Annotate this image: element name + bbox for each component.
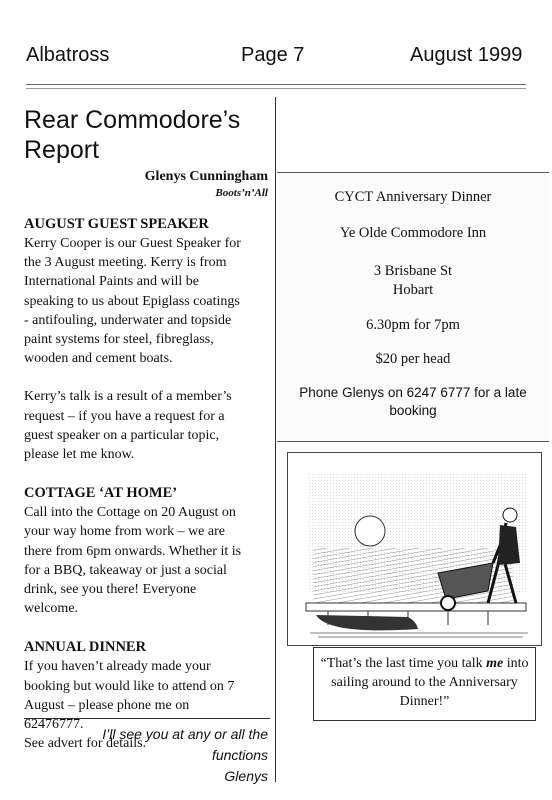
dinner-address-street: 3 Brisbane St	[373, 263, 453, 279]
text-line: there from 6pm onwards. Whether it is	[24, 543, 242, 559]
text-line: speaking to us about Epiglass coatings	[24, 293, 240, 309]
dinner-price: $20 per head	[375, 351, 451, 367]
closing-signature: Glenys	[224, 768, 268, 784]
rear-commodore-report	[24, 105, 268, 753]
closing-line: I’ll see you at any or all the	[102, 726, 268, 742]
header-divider-secondary	[26, 88, 526, 89]
author-boat-name: Boots’n’All	[215, 187, 268, 199]
column-divider	[275, 97, 276, 782]
section-heading-annual-dinner: ANNUAL DINNER	[24, 639, 147, 656]
cartoon-caption-box	[313, 647, 536, 721]
text-line: August – please phone me on	[24, 697, 190, 713]
text-line: paint systems for steel, fibreglass,	[24, 332, 214, 348]
text-line: booking but would like to attend on 7	[24, 678, 235, 694]
wheelbarrow-wheel	[441, 596, 455, 610]
header-page-number: Page 7	[241, 44, 305, 66]
closing-signoff	[24, 724, 268, 787]
report-title-line2: Report	[24, 136, 100, 164]
report-title	[24, 105, 268, 165]
cottage-paragraph	[24, 503, 268, 618]
text-line: International Paints and will be	[24, 274, 199, 290]
boat-hull	[316, 615, 418, 630]
text-line: request – if you have a request for a	[24, 408, 225, 424]
water-lines	[310, 633, 528, 637]
text-line: - antifouling, underwater and topside	[24, 312, 232, 328]
dinner-venue: Ye Olde Commodore Inn	[339, 225, 487, 241]
text-line: please let me know.	[24, 447, 135, 463]
caption-emphasis: me	[486, 656, 504, 671]
guest-speaker-paragraph	[24, 234, 268, 368]
moon	[355, 516, 385, 546]
cartoon-caption	[318, 654, 531, 711]
section-heading-guest-speaker: AUGUST GUEST SPEAKER	[24, 216, 209, 232]
text-line: Kerry’s talk is a result of a member’s	[24, 389, 232, 405]
dinner-title: CYCT Anniversary Dinner	[334, 189, 492, 205]
text-line: guest speaker on a particular topic,	[24, 427, 220, 443]
caption-text-end: into sailing around to the Anniversary Dinner!”	[331, 656, 529, 709]
text-line: drink, see you there! Everyone	[24, 582, 197, 598]
text-line: wooden and cement boats.	[24, 351, 173, 367]
text-line: for a BBQ, takeaway or just a social	[24, 562, 227, 578]
author-name: Glenys Cunningham	[144, 169, 268, 184]
header-title: Albatross	[26, 44, 110, 66]
text-line: If you haven’t already made your	[24, 659, 211, 675]
closing-line: functions	[211, 747, 268, 763]
text-line: the 3 August meeting. Kerry is from	[24, 255, 227, 271]
text-line: welcome.	[24, 601, 79, 617]
text-line: 62476777.	[24, 717, 84, 733]
text-line: your way home from work – we are	[24, 524, 225, 540]
header-date: August 1999	[410, 44, 523, 66]
text-line: Call into the Cottage on 20 August on	[24, 505, 236, 521]
guest-speaker-request-paragraph	[24, 387, 268, 464]
cartoon-drawing	[288, 453, 541, 645]
text-line: Kerry Cooper is our Guest Speaker for	[24, 236, 241, 251]
caption-text-start: “That’s the last time you talk	[320, 656, 487, 671]
section-heading-cottage-at-home: COTTAGE ‘AT HOME’	[24, 485, 178, 502]
dinner-time: 6.30pm for 7pm	[366, 317, 460, 333]
report-title-line1: Rear Commodore’s	[24, 106, 241, 134]
dinner-address-city: Hobart	[392, 282, 434, 298]
text-line: See advert for details.	[24, 736, 147, 752]
cartoon-illustration	[287, 452, 542, 646]
figure-head	[503, 508, 517, 522]
jetty	[306, 603, 526, 611]
dinner-advert	[277, 172, 549, 442]
closing-divider	[24, 718, 270, 719]
header-divider	[26, 84, 526, 85]
dinner-booking-phone: Phone Glenys on 6247 6777 for a late booking	[299, 385, 527, 418]
